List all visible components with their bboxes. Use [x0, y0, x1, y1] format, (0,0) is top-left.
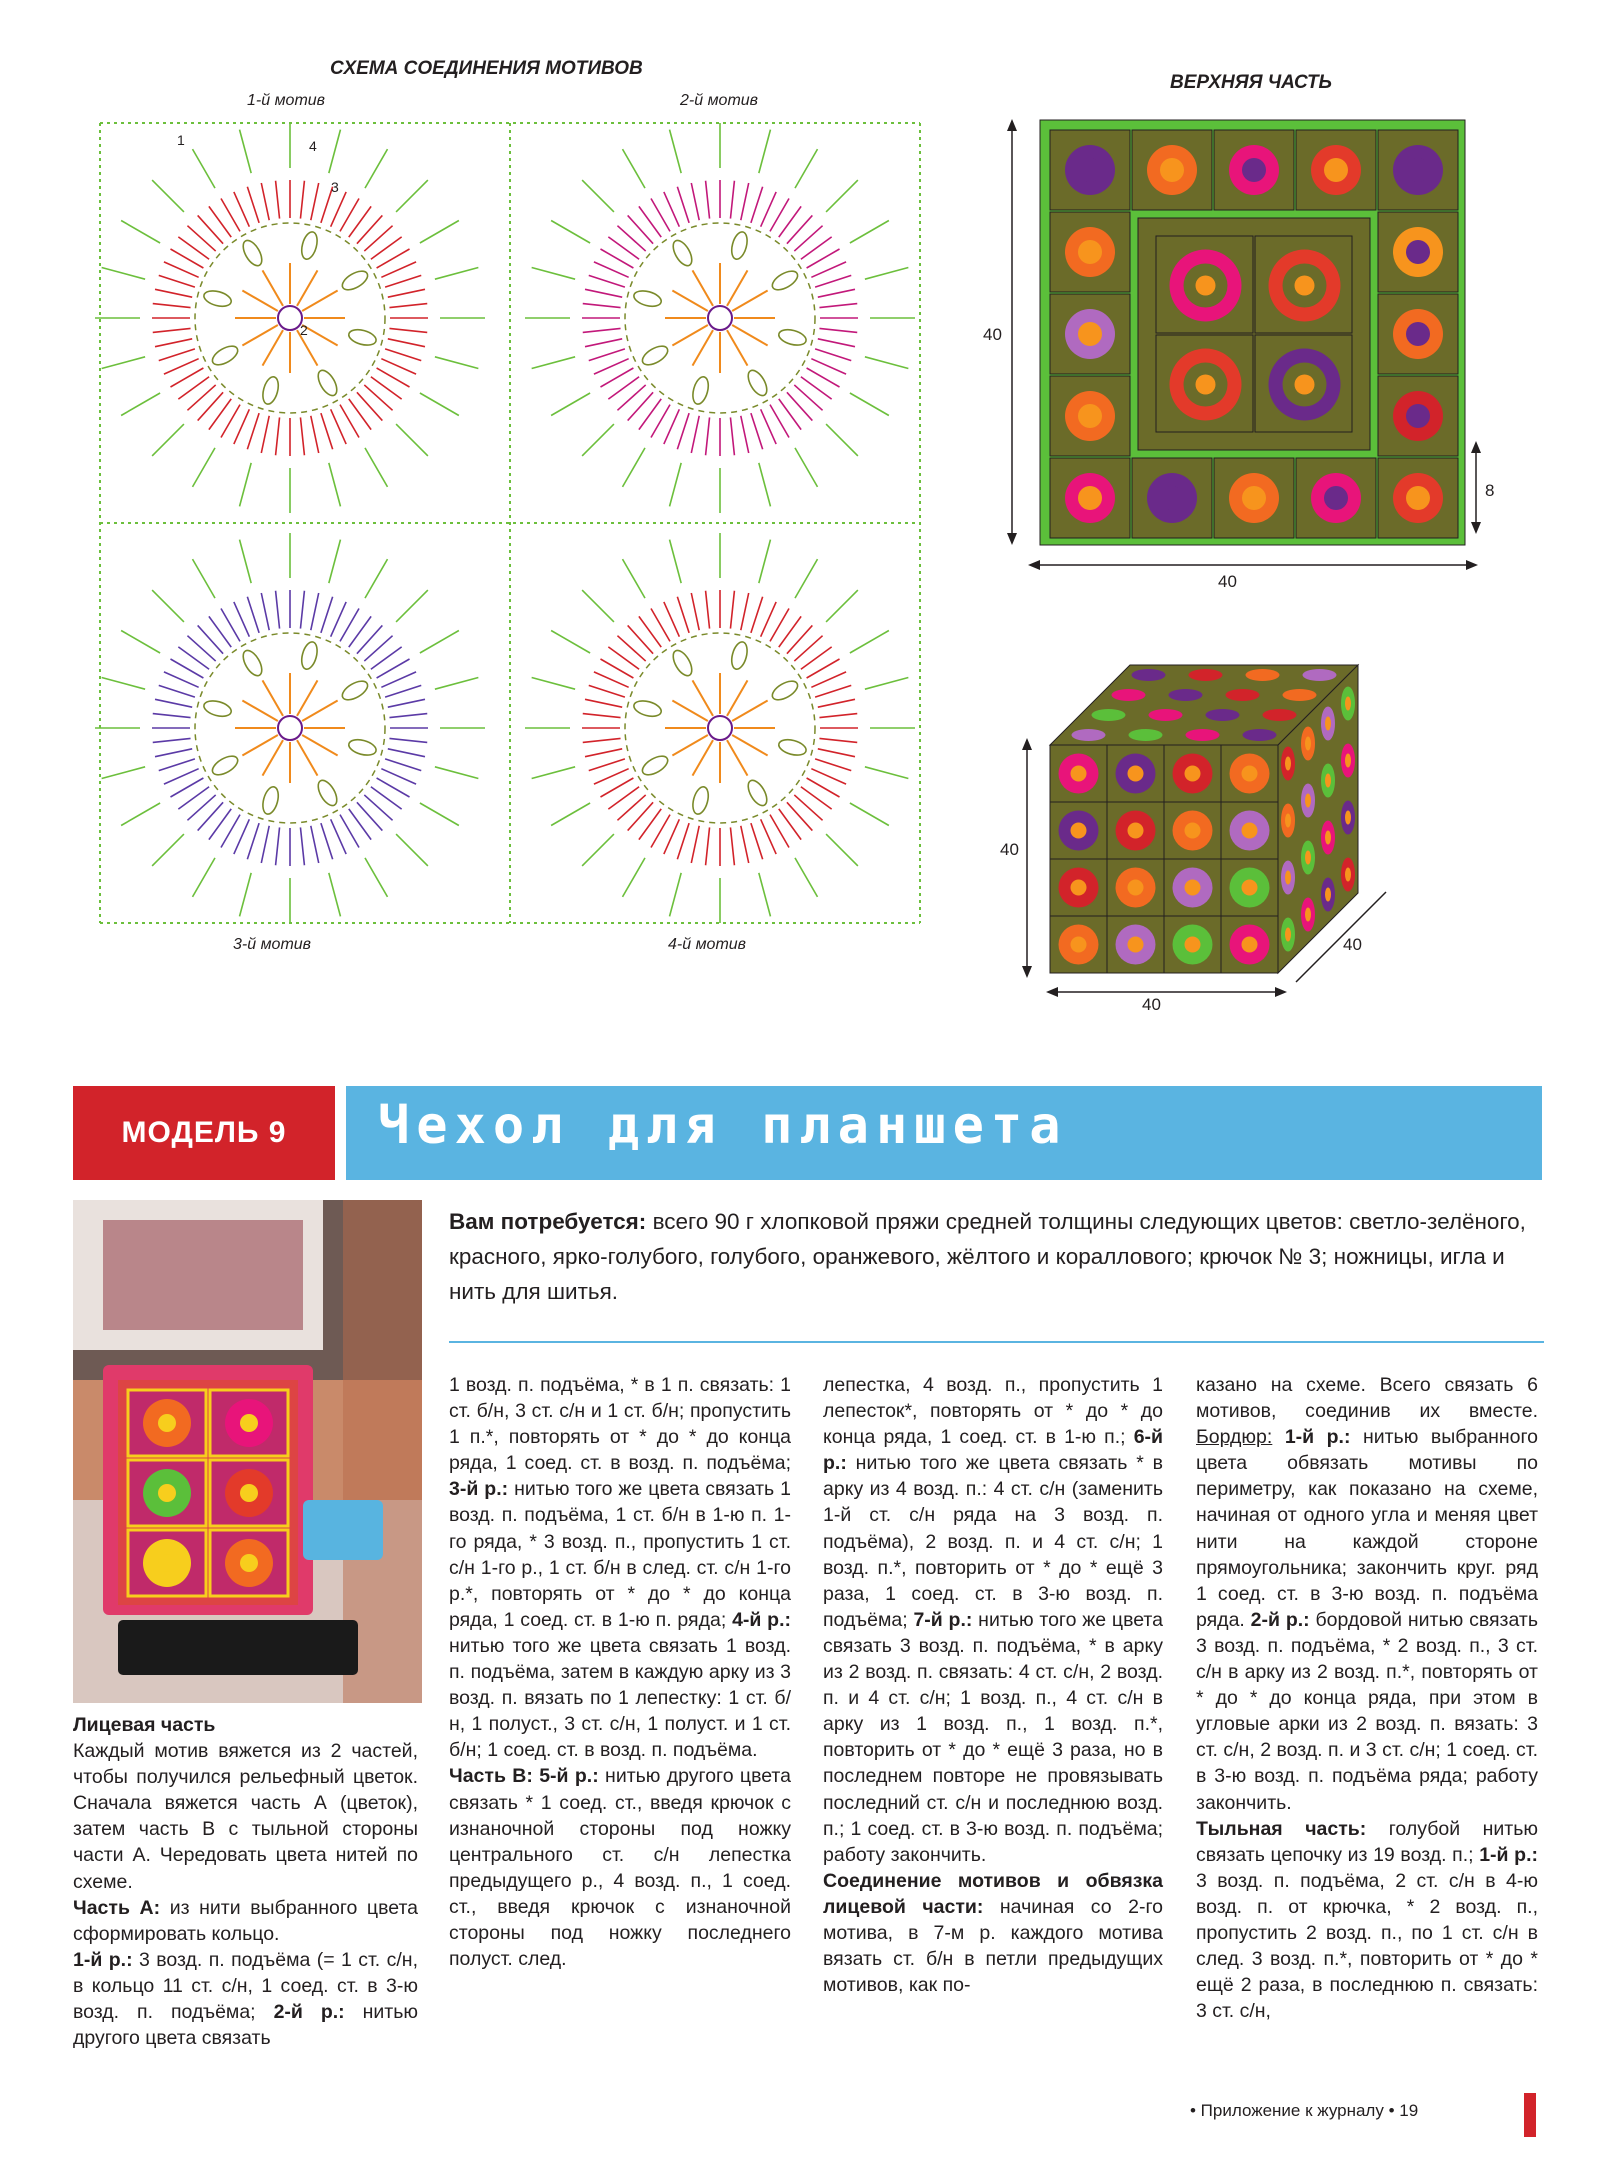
row7-label: 7-й р.: [913, 1608, 973, 1631]
row-number-1: 1 [177, 132, 185, 148]
col4-text-4: голубой нитью связать цепочку из 19 возд. п.; [1196, 1817, 1538, 1866]
row1-label: 1-й р.: [73, 1948, 133, 1971]
col4-text-1: казано на схеме. Всего связать 6 мотивов, соединив их вместе. [1196, 1374, 1538, 1423]
motif-label-1: 1-й мотив [247, 92, 326, 109]
col4-text-2: нитью выбранного цвета обвязать мотивы по периметру, как показано на схеме, начиная от одного угла и меняя цвет нити на каждой стороне прямоугольника; закончить круг. ряд 1 соед. ст. в 3-ю возд. п. подъёма ряда. [1196, 1426, 1538, 1631]
column-1 [73, 1712, 418, 2051]
cube-dim-bottom: 40 [1142, 995, 1161, 1014]
col3-text-4: начиная со 2-го мотива, в 7-м р. каждого мотива вязать ст. б/н в петли предыдущих мотивов, как по- [823, 1895, 1163, 1997]
top-dim-cell: 8 [1485, 481, 1495, 500]
top-dim-left: 40 [983, 325, 1002, 344]
motif-label-4: 4-й мотив [668, 936, 747, 953]
col1-heading: Лицевая часть [73, 1714, 216, 1736]
col2-text-2: нитью того же цвета связать 1 возд. п. подъёма, 1 ст. б/н в 1-ю п. 1-го ряда, * 3 возд. п., пропустить 1 ст. с/н 1-го р., 1 ст. б/н в след. ст. с/н 1-го р.*, повторять от * до * до конца ряда, 1 соед. ст. в 1-ю п. ряда; [449, 1478, 791, 1631]
col3-text-2: нитью того же цвета связать * в арку из 4 возд. п.: 4 ст. с/н (заменить 1-й ст. с/н ряда на 3 возд. п. подъёма), 2 возд. п. и 4 ст. с/н; 1 возд. п.*, повторить от * до * ещё 3 раза, 1 соед. ст. в 3-ю возд. п. подъёма; [823, 1452, 1163, 1631]
column-4 [1196, 1372, 1538, 2024]
column-3 [823, 1372, 1163, 1998]
back-row1-label: 1-й р.: [1479, 1843, 1538, 1866]
row-number-4: 4 [309, 138, 317, 154]
top-dim-bottom: 40 [1218, 572, 1237, 591]
back-part-label: Тыльная часть: [1196, 1817, 1367, 1840]
tablet-cover-photo [73, 1200, 422, 1703]
border-row2-label: 2-й р.: [1250, 1608, 1310, 1631]
crochet-diagram [95, 118, 925, 928]
row-number-3: 3 [331, 179, 339, 195]
cube-dim-left: 40 [1000, 840, 1019, 859]
cube-dim-depth: 40 [1343, 935, 1362, 954]
col3-text-3: нитью того же цвета связать 3 возд. п. подъёма, * в арку из 2 возд. п. связать: 4 ст. с/н, 2 возд. п. и 4 ст. с/н; 1 возд. п., 4 ст. с/н в арку из 1 возд. п., 1 возд. п.*, повторить от * до * ещё 3 раза, но в последнем повторе не провязывать последний ст. с/н и последнюю возд. п.; 1 соед. ст. в 3-ю возд. п. подъёма; работу закончить. [823, 1608, 1163, 1866]
row6-label: 6-й р.: [823, 1426, 1164, 1475]
footer-text: • Приложение к журналу • 19 [1190, 2101, 1419, 2120]
col4-text-3: бордовой нитью связать 3 возд. п. подъёма, * 2 возд. п., 3 ст. с/н в арку из 2 возд. п.*, повторять от * до * до конца ряда, при этом в угловые арки из 2 возд. п. вязать: 3 ст. с/н, 2 возд. п. и 3 ст. с/н; 1 соед. ст. в 3-ю возд. п. подъёма ряда; работу закончить. [1196, 1608, 1538, 1814]
motif-label-2: 2-й мотив [680, 92, 759, 109]
row-number-2: 2 [300, 322, 308, 338]
col1-intro: Каждый мотив вяжется из 2 частей, чтобы получился рельефный цветок. Сначала вяжется часть А (цветок), затем часть В с тыльной стороны части А. Чередовать цвета нитей по схеме. [73, 1740, 418, 1893]
row3-label: 3-й р.: [449, 1478, 509, 1501]
border-row1-label: 1-й р.: [1284, 1426, 1351, 1449]
col3-text-1: лепестка, 4 возд. п., пропустить 1 лепесток*, повторять от * до * до конца ряда, 1 соед. ст. в 1-ю п.; [823, 1374, 1163, 1449]
col2-text-3: нитью того же цвета связать 1 возд. п. подъёма, затем в каждую арку из 3 возд. п. вязать по 1 лепестку: 1 ст. б/н, 1 полуст., 3 ст. с/н, 1 полуст. и 1 ст. б/н; 1 соед. ст. в возд. п. подъёма. [449, 1634, 791, 1762]
part-a-label: Часть А: [73, 1896, 161, 1919]
part-b-label: Часть В: 5-й р.: [449, 1765, 599, 1788]
border-label: Бордюр: [1196, 1426, 1273, 1449]
row1-text: 3 возд. п. подъёма (= 1 ст. с/н, в кольцо 11 ст. с/н, 1 соед. ст. в 3-ю возд. п. подъёма; [73, 1948, 418, 2024]
requirements-label: Вам потребуется: [449, 1209, 647, 1234]
column-2 [449, 1372, 791, 1972]
page-title: Чехол для планшета [378, 1096, 1068, 1156]
divider [449, 1341, 1544, 1343]
row4-label: 4-й р.: [732, 1608, 791, 1631]
col4-text-5: 3 возд. п. подъёма, 2 ст. с/н в 4-ю возд. п. от крючка, * 2 возд. п., пропустить 2 возд. п., по 1 ст. с/н в след. 3 возд. п.*, повторить от * до * ещё 2 раза, в последнюю п. связать: 3 ст. с/н, [1196, 1869, 1538, 2023]
footer-accent-bar [1524, 2093, 1536, 2137]
joining-label: Соединение мотивов и обвязка лицевой части: [823, 1869, 1163, 1918]
requirements-text: всего 90 г хлопковой пряжи средней толщины следующих цветов: светло-зелёного, красного, ярко-голубого, голубого, оранжевого, жёлтого и кораллового; крючок № 3; ножницы, игла и нить для шитья. [449, 1209, 1526, 1304]
cube-scheme [1000, 630, 1420, 1025]
part-a-text: из нити выбранного цвета сформировать кольцо. [73, 1896, 418, 1945]
motif-label-3: 3-й мотив [233, 936, 312, 953]
model-number-badge: МОДЕЛЬ 9 [73, 1086, 335, 1180]
top-part-scheme [980, 105, 1510, 600]
top-part-caption: ВЕРХНЯЯ ЧАСТЬ [1170, 72, 1333, 93]
row2-text: нитью другого цвета связать [73, 2001, 419, 2050]
diagram-caption: СХЕМА СОЕДИНЕНИЯ МОТИВОВ [330, 58, 643, 79]
col2-text-4: нитью другого цвета связать * 1 соед. ст., введя крючок с изнаночной стороны под ножку центрального ст. с/н лепестка предыдущего р., 4 возд. п., 1 соед. ст., введя крючок с изнаночной стороны под ножку последнего полуст. след. [449, 1765, 791, 1971]
row2-label: 2-й р.: [273, 2001, 345, 2024]
col2-text-1: 1 возд. п. подъёма, * в 1 п. связать: 1 ст. б/н, 3 ст. с/н и 1 ст. б/н; пропустить 1 п.*, повторять от * до * до конца ряда, 1 соед. ст. в возд. п. подъёма; [449, 1374, 791, 1475]
requirements [449, 1204, 1544, 1309]
